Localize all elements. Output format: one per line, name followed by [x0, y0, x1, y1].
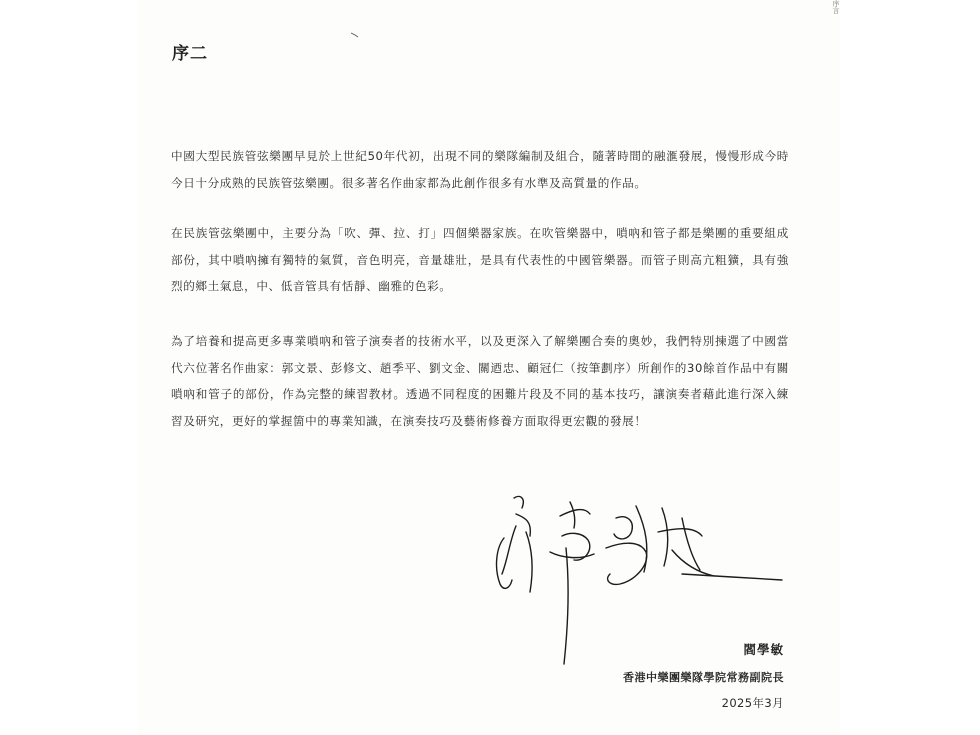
paragraph-2: 在民族管弦樂團中，主要分為「吹、彈、拉、打」四個樂器家族。在吹管樂器中，嗩吶和管子都是樂團的重要組成部份，其中嗩吶擁有獨特的氣質，音色明亮，音量雄壯，是具有代表性的中國管樂器。而管子則高亢粗獷，具有強烈的鄉土氣息，中、低音管具有恬靜、幽雅的色彩。: [171, 226, 789, 293]
ink-speck: [350, 32, 359, 38]
page-title: 序二: [172, 44, 208, 64]
paragraph-1: 中國大型民族管弦樂團早見於上世紀50年代初，出現不同的樂隊編制及組合，隨著時間的融滙發展，慢慢形成今時今日十分成熟的民族管弦樂團。很多著名作曲家都為此創作很多有水準及高質量的作品。: [171, 149, 789, 190]
signatory-name: 閻學敏: [743, 642, 784, 657]
paragraph-3: 為了培養和提高更多專業嗩吶和管子演奏者的技術水平，以及更深入了解樂團合奏的奧妙，我們特別揀選了中國當代六位著名作曲家：郭文景、彭修文、趙季平、劉文金、關迺忠、顧冠仁（按筆劃序）所創作的30餘首作品中有關嗩吶和管子的部份，作為完整的練習教材。透過不同程度的困難片段及不同的基本技巧，讓演奏者藉此進行深入練習及研究，更好的掌握箇中的專業知識，在演奏技巧及藝術修養方面取得更宏觀的發展！: [171, 334, 789, 428]
running-head: 序言: [832, 0, 840, 14]
signature-date: 2025年3月: [721, 696, 784, 710]
signatory-position: 香港中樂團樂隊學院常務副院長: [623, 671, 784, 684]
